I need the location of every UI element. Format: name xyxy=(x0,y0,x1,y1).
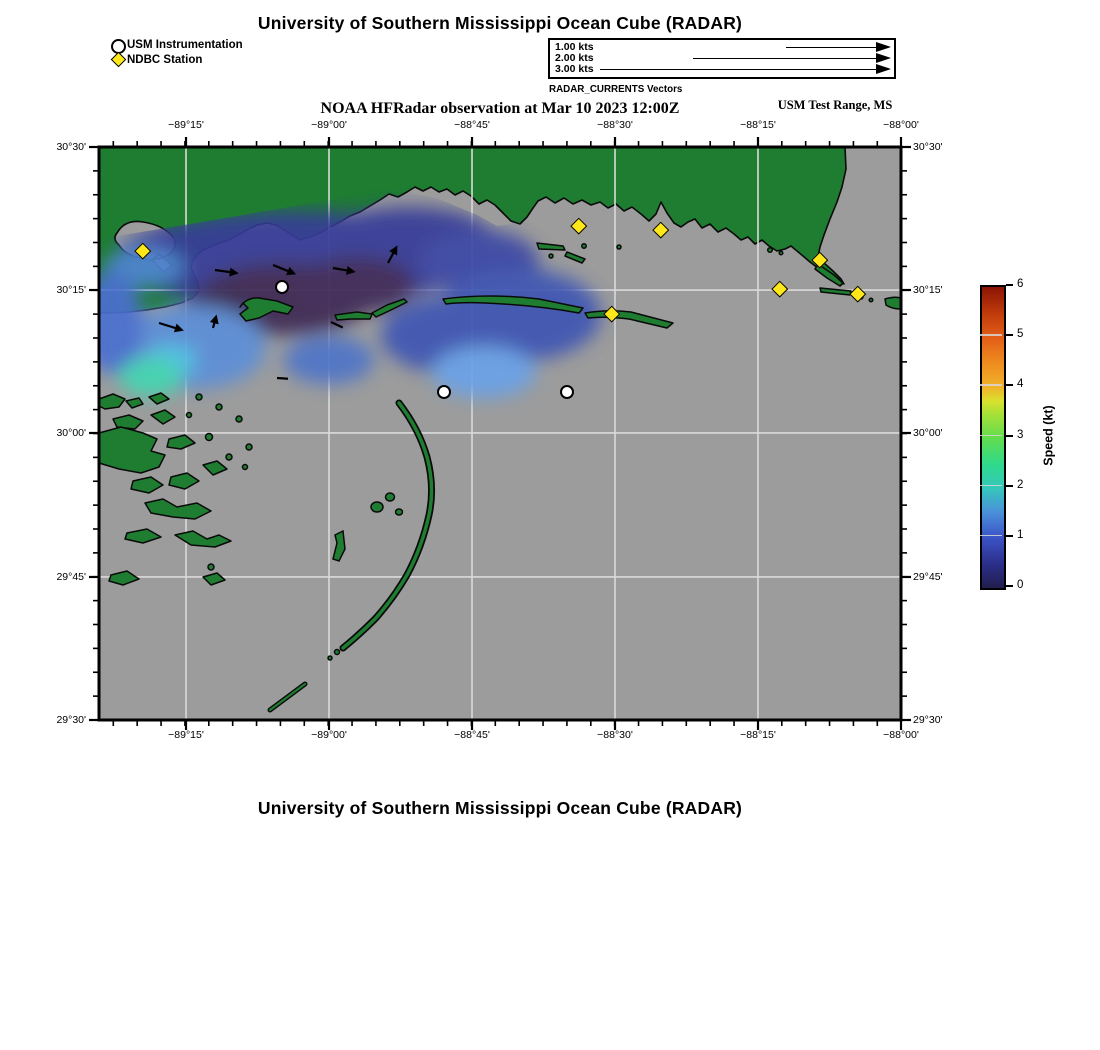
x-tick-label-bottom: −88°30' xyxy=(597,729,633,741)
colorbar-gridline xyxy=(980,535,1002,537)
colorbar-tick xyxy=(1006,535,1013,537)
scale-3kt-arrowhead-icon xyxy=(876,64,891,74)
scale-1kt-arrowhead-icon xyxy=(876,42,891,52)
colorbar-gridline xyxy=(980,334,1002,336)
colorbar-tick-label: 2 xyxy=(1017,478,1024,491)
y-tick-label-right: 29°45' xyxy=(913,570,943,583)
legend-usm-label: USM Instrumentation xyxy=(127,39,243,51)
y-tick-label-right: 30°30' xyxy=(913,141,943,153)
scale-3kt-label: 3.00 kts xyxy=(555,63,594,75)
colorbar-tick-label: 5 xyxy=(1017,328,1024,341)
legend-ndbc-label: NDBC Station xyxy=(127,54,203,66)
x-tick-label-top: −88°15' xyxy=(740,119,776,131)
x-tick-label-bottom: −89°15' xyxy=(168,729,204,741)
x-tick-label-bottom: −89°00' xyxy=(311,729,347,741)
colorbar-tick-label: 1 xyxy=(1017,528,1024,541)
colorbar-gridline xyxy=(980,435,1002,437)
x-tick-label-bottom: −88°15' xyxy=(740,729,776,741)
map-plot xyxy=(89,137,911,730)
colorbar-tick xyxy=(1006,435,1013,437)
colorbar-tick xyxy=(1006,585,1013,587)
colorbar-tick xyxy=(1006,485,1013,487)
colorbar-tick xyxy=(1006,284,1013,286)
vector-arrow-shaft xyxy=(277,378,288,379)
speed-colorbar xyxy=(980,285,1006,590)
usm-instrument-marker xyxy=(275,280,289,294)
observation-subtitle: NOAA HFRadar observation at Mar 10 2023 12:00Z xyxy=(320,100,680,117)
scale-2kt-vector xyxy=(693,58,878,60)
test-range-label: USM Test Range, MS xyxy=(777,98,893,112)
vector-scale-box xyxy=(548,38,896,79)
x-tick-label-bottom: −88°00' xyxy=(883,729,919,741)
scale-1kt-vector xyxy=(786,47,878,49)
scale-3kt-vector xyxy=(600,69,878,71)
y-tick-label-left: 29°30' xyxy=(56,714,86,726)
ndbc-station-icon xyxy=(110,52,126,68)
colorbar-tick-label: 6 xyxy=(1017,278,1024,290)
colorbar-tick-label: 4 xyxy=(1017,378,1024,391)
colorbar-tick xyxy=(1006,384,1013,386)
colorbar-gridline xyxy=(980,384,1002,386)
colorbar-title: Speed (kt) xyxy=(1041,405,1056,466)
vector-scale-caption: RADAR_CURRENTS Vectors xyxy=(549,84,683,95)
x-tick-label-top: −88°45' xyxy=(454,119,490,131)
y-tick-label-left: 30°15' xyxy=(56,284,86,297)
scale-2kt-label: 2.00 kts xyxy=(555,52,594,64)
y-tick-label-left: 30°00' xyxy=(56,426,86,439)
footer-title: University of Southern Mississippi Ocean Cube (RADAR) xyxy=(257,798,743,818)
colorbar-tick-label: 0 xyxy=(1017,579,1024,591)
x-tick-label-top: −88°30' xyxy=(597,119,633,131)
colorbar-gridline xyxy=(980,485,1002,487)
y-tick-label-right: 29°30' xyxy=(913,714,943,726)
page-title: University of Southern Mississippi Ocean Cube (RADAR) xyxy=(257,13,743,33)
x-tick-label-top: −88°00' xyxy=(883,119,919,131)
x-tick-label-top: −89°15' xyxy=(168,119,204,131)
scale-2kt-arrowhead-icon xyxy=(876,53,891,63)
y-tick-label-left: 30°30' xyxy=(56,141,86,153)
usm-instrument-marker xyxy=(560,385,574,399)
y-tick-label-left: 29°45' xyxy=(56,570,86,583)
x-tick-label-bottom: −88°45' xyxy=(454,729,490,741)
y-tick-label-right: 30°15' xyxy=(913,284,943,297)
x-tick-label-top: −89°00' xyxy=(311,119,347,131)
y-tick-label-right: 30°00' xyxy=(913,426,943,439)
usm-instrument-marker xyxy=(437,385,451,399)
colorbar-tick-label: 3 xyxy=(1017,428,1024,441)
colorbar-tick xyxy=(1006,334,1013,336)
scale-1kt-label: 1.00 kts xyxy=(555,41,594,53)
